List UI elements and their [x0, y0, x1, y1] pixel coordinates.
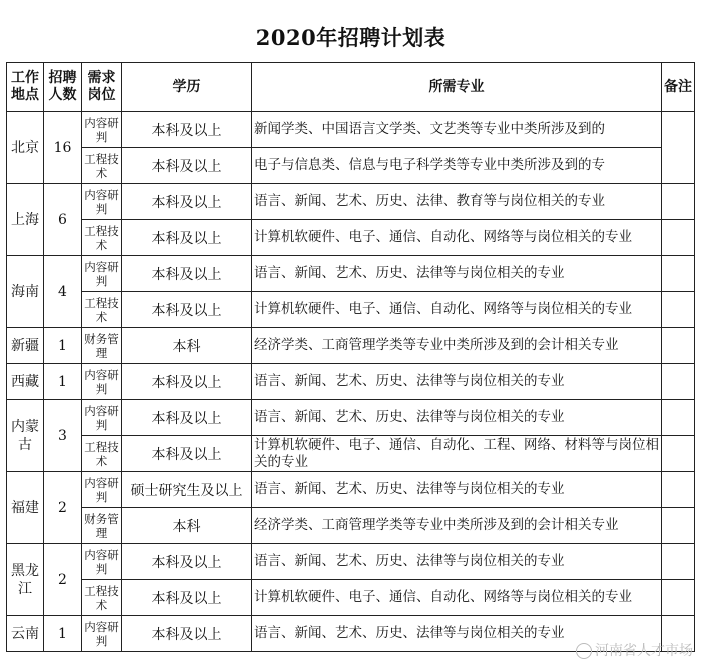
education-cell: 本科及以上 [122, 580, 252, 616]
major-cell: 新闻学类、中国语言文学类、文艺类等专业中类所涉及到的 [252, 112, 662, 148]
position-cell: 工程技术 [82, 436, 122, 472]
count-cell: 6 [44, 184, 82, 256]
major-cell: 计算机软硬件、电子、通信、自动化、工程、网络、材料等与岗位相关的专业 [252, 436, 662, 472]
table-row [7, 292, 695, 328]
header-location: 工作地点 [7, 63, 44, 112]
location-cell: 云南 [7, 616, 44, 652]
count-cell: 16 [44, 112, 82, 184]
major-cell: 语言、新闻、艺术、历史、法律等与岗位相关的专业 [252, 472, 662, 508]
position-cell: 内容研判 [82, 400, 122, 436]
count-cell: 1 [44, 616, 82, 652]
note-cell [662, 220, 695, 256]
major-cell: 计算机软硬件、电子、通信、自动化、网络等与岗位相关的专业 [252, 292, 662, 328]
position-cell: 内容研判 [82, 616, 122, 652]
position-cell: 内容研判 [82, 184, 122, 220]
major-cell: 语言、新闻、艺术、历史、法律等与岗位相关的专业 [252, 256, 662, 292]
major-cell: 语言、新闻、艺术、历史、法律等与岗位相关的专业 [252, 616, 662, 652]
education-cell: 本科 [122, 508, 252, 544]
header-position: 需求岗位 [82, 63, 122, 112]
count-cell: 1 [44, 364, 82, 400]
major-cell: 电子与信息类、信息与电子科学类等专业中类所涉及到的专 [252, 148, 662, 184]
watermark [576, 640, 693, 660]
table-row [7, 256, 695, 292]
location-cell: 内蒙古 [7, 400, 44, 472]
header-count: 招聘人数 [44, 63, 82, 112]
location-cell: 新疆 [7, 328, 44, 364]
education-cell: 本科及以上 [122, 292, 252, 328]
table-row [7, 472, 695, 508]
table-row [7, 328, 695, 364]
education-cell: 本科及以上 [122, 256, 252, 292]
note-cell [662, 544, 695, 580]
location-cell: 黑龙江 [7, 544, 44, 616]
education-cell: 本科及以上 [122, 436, 252, 472]
table-row [7, 220, 695, 256]
table-header-row [7, 63, 695, 112]
major-cell: 计算机软硬件、电子、通信、自动化、网络等与岗位相关的专业 [252, 220, 662, 256]
count-cell: 3 [44, 400, 82, 472]
location-cell: 福建 [7, 472, 44, 544]
position-cell: 内容研判 [82, 364, 122, 400]
position-cell: 财务管理 [82, 328, 122, 364]
position-cell: 内容研判 [82, 256, 122, 292]
weibo-icon [576, 643, 592, 659]
page-title: 2020年招聘计划表 [255, 25, 446, 50]
education-cell: 本科及以上 [122, 400, 252, 436]
major-cell: 语言、新闻、艺术、历史、法律、教育等与岗位相关的专业 [252, 184, 662, 220]
note-cell [662, 580, 695, 616]
table-body [7, 112, 695, 652]
watermark-text: 河南省人才市场 [595, 643, 693, 659]
table-row [7, 184, 695, 220]
education-cell: 硕士研究生及以上 [122, 472, 252, 508]
education-cell: 本科及以上 [122, 616, 252, 652]
position-cell: 工程技术 [82, 292, 122, 328]
note-cell [662, 436, 695, 472]
header-major: 所需专业 [252, 63, 662, 112]
note-cell [662, 256, 695, 292]
table-row [7, 508, 695, 544]
major-cell: 语言、新闻、艺术、历史、法律等与岗位相关的专业 [252, 400, 662, 436]
count-cell: 4 [44, 256, 82, 328]
location-cell: 西藏 [7, 364, 44, 400]
table-row [7, 400, 695, 436]
education-cell: 本科及以上 [122, 184, 252, 220]
note-cell [662, 472, 695, 508]
table-row [7, 544, 695, 580]
position-cell: 工程技术 [82, 220, 122, 256]
recruitment-table [6, 62, 695, 652]
table-row [7, 148, 695, 184]
position-cell: 内容研判 [82, 472, 122, 508]
location-cell: 海南 [7, 256, 44, 328]
note-cell [662, 400, 695, 436]
position-cell: 工程技术 [82, 580, 122, 616]
table-row [7, 436, 695, 472]
count-cell: 1 [44, 328, 82, 364]
count-cell: 2 [44, 472, 82, 544]
table-row [7, 580, 695, 616]
education-cell: 本科及以上 [122, 148, 252, 184]
note-cell [662, 184, 695, 220]
note-cell [662, 508, 695, 544]
header-education: 学历 [122, 63, 252, 112]
header-note: 备注 [662, 63, 695, 112]
major-cell: 计算机软硬件、电子、通信、自动化、网络等与岗位相关的专业 [252, 580, 662, 616]
major-cell: 语言、新闻、艺术、历史、法律等与岗位相关的专业 [252, 544, 662, 580]
table-row [7, 112, 695, 148]
major-cell: 经济学类、工商管理学类等专业中类所涉及到的会计相关专业 [252, 508, 662, 544]
major-cell: 经济学类、工商管理学类等专业中类所涉及到的会计相关专业 [252, 328, 662, 364]
location-cell: 北京 [7, 112, 44, 184]
note-cell [662, 328, 695, 364]
location-cell: 上海 [7, 184, 44, 256]
education-cell: 本科及以上 [122, 112, 252, 148]
position-cell: 财务管理 [82, 508, 122, 544]
education-cell: 本科及以上 [122, 364, 252, 400]
education-cell: 本科及以上 [122, 544, 252, 580]
position-cell: 工程技术 [82, 148, 122, 184]
major-cell: 语言、新闻、艺术、历史、法律等与岗位相关的专业 [252, 364, 662, 400]
education-cell: 本科及以上 [122, 220, 252, 256]
count-cell: 2 [44, 544, 82, 616]
note-cell [662, 292, 695, 328]
education-cell: 本科 [122, 328, 252, 364]
position-cell: 内容研判 [82, 544, 122, 580]
position-cell: 内容研判 [82, 112, 122, 148]
table-row [7, 364, 695, 400]
note-cell [662, 364, 695, 400]
note-cell [662, 112, 695, 184]
